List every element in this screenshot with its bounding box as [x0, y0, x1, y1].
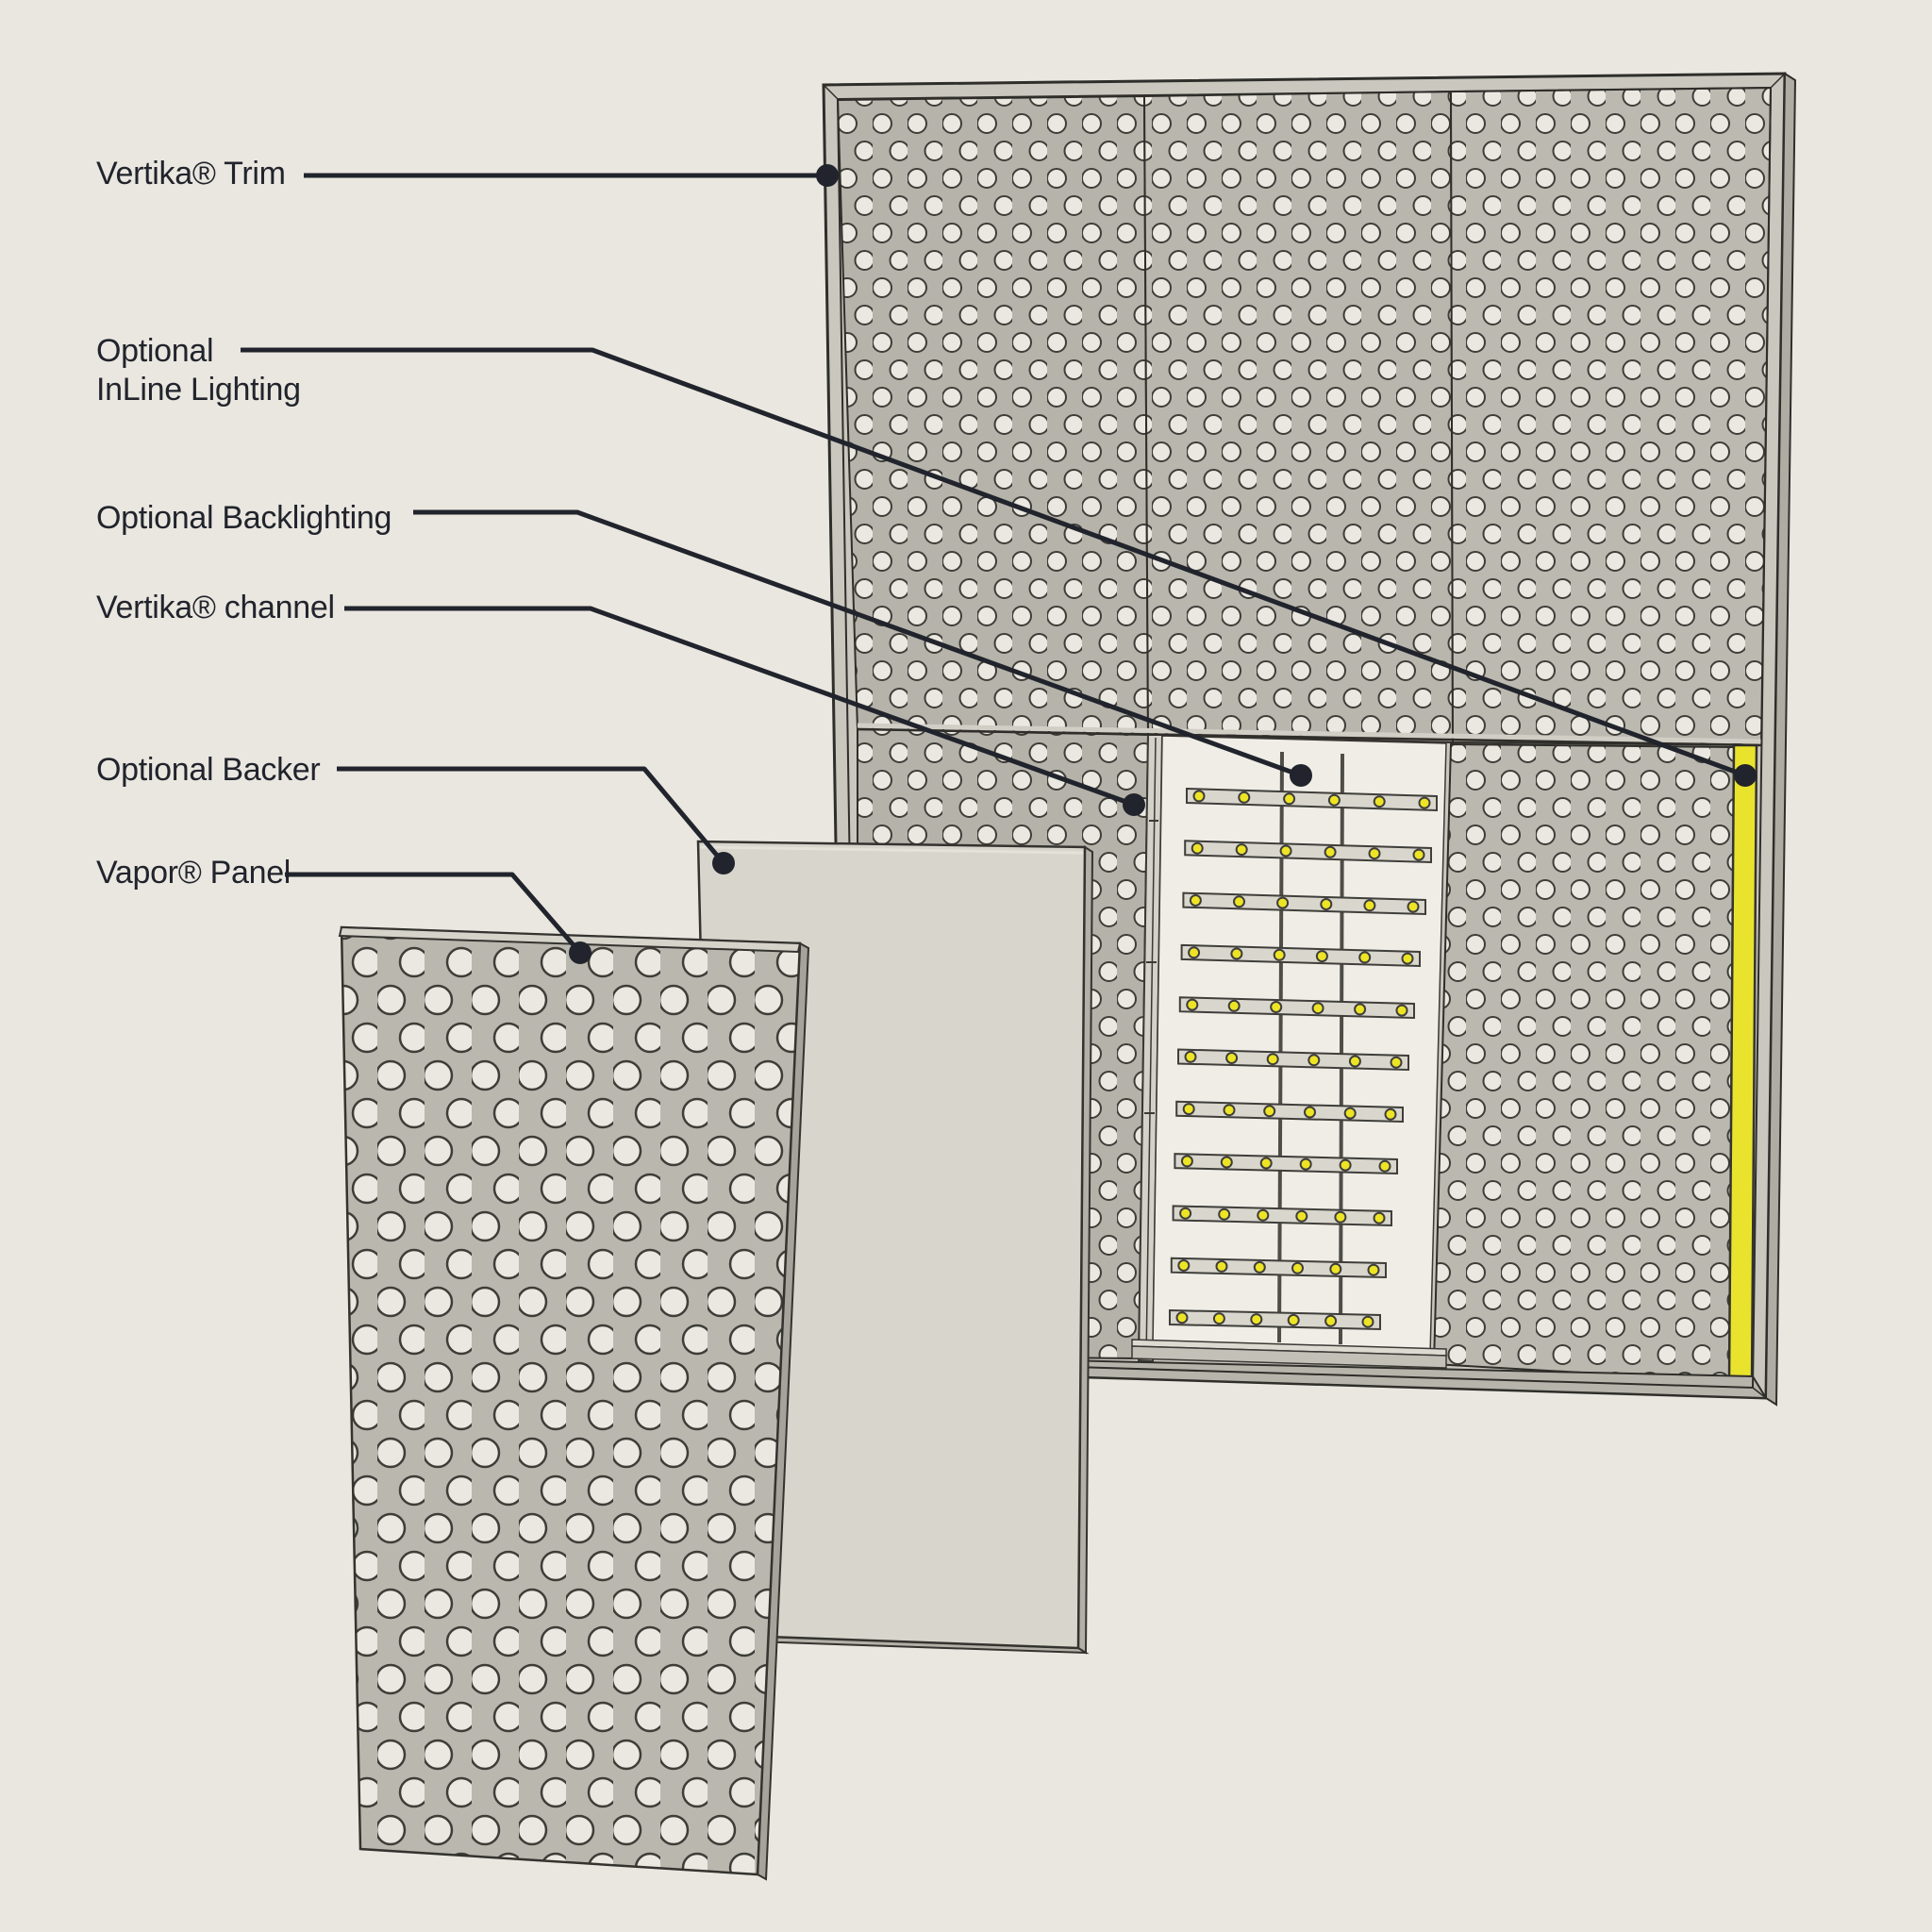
- led-dot: [1226, 1053, 1237, 1063]
- led-dot: [1370, 848, 1380, 858]
- led-dot: [1305, 1108, 1315, 1118]
- leader-dot-optional-backer: [712, 852, 735, 874]
- led-dot: [1268, 1054, 1278, 1064]
- backlight-opening: [1153, 736, 1446, 1355]
- led-dot: [1397, 1006, 1407, 1016]
- led-dot: [1261, 1158, 1272, 1169]
- led-dot: [1301, 1159, 1311, 1170]
- led-dot: [1363, 1317, 1374, 1327]
- led-dot: [1296, 1211, 1307, 1222]
- perforated-panel-upper-right: [1451, 88, 1771, 745]
- led-dot: [1187, 1000, 1197, 1010]
- led-dot: [1239, 792, 1249, 803]
- callout-line-2: InLine Lighting: [96, 372, 301, 408]
- led-dot: [1289, 1315, 1299, 1325]
- led-dot: [1177, 1312, 1188, 1323]
- led-dot: [1281, 846, 1291, 857]
- vapor-panel: [340, 927, 808, 1879]
- leader-dot-inline-lighting: [1734, 764, 1757, 787]
- leader-optional-backer: [337, 769, 724, 863]
- callout-line-1: Optional: [96, 333, 214, 369]
- led-dot: [1335, 1212, 1345, 1223]
- led-dot: [1355, 1004, 1365, 1014]
- led-dot: [1369, 1265, 1379, 1275]
- led-dot: [1308, 1055, 1319, 1065]
- perforated-panel-upper-left: [838, 96, 1148, 735]
- led-dot: [1420, 798, 1430, 808]
- leader-dot-optional-backlighting: [1290, 764, 1312, 787]
- led-dot: [1191, 895, 1201, 906]
- led-dot: [1380, 1161, 1391, 1172]
- led-dot: [1325, 1316, 1336, 1326]
- led-dot: [1284, 793, 1294, 804]
- led-dot: [1182, 1156, 1192, 1166]
- led-dot: [1277, 898, 1288, 908]
- led-dot: [1229, 1001, 1240, 1011]
- led-dot: [1292, 1263, 1303, 1274]
- perforated-panel-upper-middle: [1144, 92, 1453, 742]
- led-dot: [1192, 843, 1203, 854]
- led-dot: [1321, 899, 1331, 909]
- led-dot: [1341, 1160, 1351, 1171]
- led-dot: [1274, 950, 1285, 960]
- callout-optional-backlighting: Optional Backlighting: [96, 500, 392, 536]
- led-dot: [1329, 795, 1340, 806]
- led-dot: [1257, 1210, 1268, 1221]
- leader-dot-vertika-trim: [816, 164, 839, 187]
- led-dot: [1271, 1002, 1281, 1012]
- led-dot: [1350, 1057, 1360, 1067]
- led-dot: [1414, 850, 1424, 860]
- led-dot: [1214, 1313, 1224, 1324]
- callout-optional-inline-lighting: [96, 332, 301, 409]
- led-dot: [1255, 1262, 1265, 1273]
- led-dot: [1222, 1158, 1232, 1168]
- callout-vapor-panel: Vapor® Panel: [96, 855, 291, 891]
- led-dot: [1359, 952, 1370, 962]
- callout-vertika-channel: Vertika® channel: [96, 590, 335, 625]
- led-dot: [1189, 947, 1199, 958]
- led-dot: [1391, 1058, 1402, 1068]
- led-dot: [1317, 951, 1327, 961]
- led-dot: [1178, 1260, 1189, 1271]
- led-dot: [1234, 896, 1244, 907]
- inline-light-strip: [1729, 745, 1757, 1385]
- led-dot: [1345, 1108, 1356, 1119]
- led-dot: [1408, 902, 1419, 912]
- led-dot: [1186, 1052, 1196, 1062]
- leader-dot-vertika-channel: [1123, 793, 1145, 816]
- leader-dot-vapor-panel: [569, 941, 591, 964]
- perforated-panel-lower-right: [1434, 744, 1734, 1381]
- hanger-channel: [1341, 754, 1342, 1344]
- callout-optional-backer: Optional Backer: [96, 752, 321, 788]
- led-dot: [1184, 1104, 1194, 1114]
- led-dot: [1224, 1105, 1235, 1115]
- led-dot: [1237, 844, 1247, 855]
- led-dot: [1386, 1109, 1396, 1120]
- led-dot: [1231, 949, 1241, 959]
- led-dot: [1403, 954, 1413, 964]
- led-dot: [1374, 1213, 1385, 1224]
- vapor-front-face: [341, 927, 800, 1874]
- led-dot: [1194, 791, 1205, 801]
- led-dot: [1251, 1314, 1261, 1324]
- led-dot: [1219, 1209, 1229, 1220]
- led-dot: [1313, 1003, 1324, 1013]
- led-dot: [1325, 847, 1336, 858]
- led-dot: [1180, 1208, 1191, 1219]
- led-dot: [1330, 1264, 1341, 1274]
- led-dot: [1264, 1106, 1274, 1116]
- led-dot: [1364, 900, 1374, 910]
- callout-vertika-trim: Vertika® Trim: [96, 156, 286, 192]
- led-dot: [1217, 1261, 1227, 1272]
- led-dot: [1374, 796, 1385, 807]
